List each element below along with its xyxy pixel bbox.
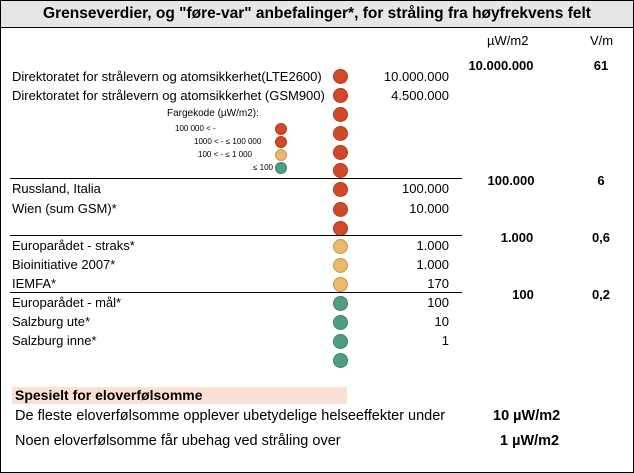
status-dot — [333, 163, 348, 178]
row-name: Russland, Italia — [12, 181, 101, 196]
legend-label: 100 000 < - — [175, 124, 216, 133]
legend-dot — [275, 123, 287, 135]
status-dot — [333, 221, 348, 236]
row-value: 100 — [427, 295, 449, 310]
legend-dot — [275, 162, 287, 174]
legend-dot — [275, 136, 287, 148]
row-name: Europarådet - mål* — [12, 295, 122, 310]
special-value: 10 µW/m2 — [493, 408, 561, 424]
row-name: Europarådet - straks* — [12, 238, 135, 253]
page-title: Grenseverdier, og "føre-var" anbefalinger*, for stråling fra høyfrekvens felt — [1, 1, 633, 28]
row-value: 1 — [441, 333, 449, 348]
row-name: Wien (sum GSM)* — [12, 201, 117, 216]
row-value: 10.000 — [409, 201, 449, 216]
level-uw: 100 — [512, 287, 534, 302]
level-vm: 0,6 — [591, 230, 611, 245]
legend-label: 1000 < - ≤ 100 000 — [194, 137, 262, 146]
status-dot — [333, 126, 348, 141]
row-value: 10.000.000 — [383, 69, 449, 84]
legend-title: Fargekode (µW/m2): — [167, 108, 259, 119]
status-dot — [333, 202, 348, 217]
row-value: 170 — [427, 276, 449, 291]
legend-label: ≤ 100 — [253, 163, 273, 172]
divider — [10, 178, 462, 179]
status-dot — [333, 353, 348, 368]
row-value: 1.000 — [416, 238, 449, 253]
status-dot — [333, 334, 348, 349]
level-uw: 1.000 — [500, 230, 534, 245]
row-name: Direktoratet for strålevern og atomsikkerhet(LTE2600) — [12, 69, 322, 84]
header-vm: V/m — [590, 33, 614, 48]
legend-dot — [275, 149, 287, 161]
special-title: Spesielt for eloverfølsomme — [15, 387, 203, 403]
status-dot — [333, 296, 348, 311]
status-dot — [333, 315, 348, 330]
level-vm: 61 — [593, 58, 609, 73]
special-value: 1 µW/m2 — [500, 433, 560, 449]
legend-label: 100 < - ≤ 1 000 — [198, 150, 252, 159]
status-dot — [333, 107, 348, 122]
row-name: IEMFA* — [12, 276, 57, 291]
status-dot — [333, 258, 348, 273]
divider — [10, 292, 462, 293]
header-uw: µW/m2 — [487, 33, 529, 48]
status-dot — [333, 145, 348, 160]
status-dot — [333, 239, 348, 254]
row-value: 1.000 — [416, 257, 449, 272]
status-dot — [333, 69, 348, 84]
row-name: Bioinitiative 2007* — [12, 257, 116, 272]
row-name: Direktoratet for strålevern og atomsikkerhet (GSM900) — [12, 88, 325, 103]
row-value: 10 — [434, 314, 449, 329]
level-vm: 6 — [597, 173, 605, 188]
level-uw: 100.000 — [487, 173, 535, 188]
level-vm: 0,2 — [591, 287, 611, 302]
status-dot — [333, 277, 348, 292]
status-dot — [333, 88, 348, 103]
row-value: 100.000 — [402, 181, 449, 196]
level-uw: 10.000.000 — [468, 58, 534, 73]
divider — [10, 235, 462, 236]
special-line: De fleste eloverfølsomme opplever ubetydelige helseeffekter under — [15, 408, 446, 424]
row-name: Salzburg ute* — [12, 314, 91, 329]
status-dot — [333, 182, 348, 197]
special-line: Noen eloverfølsomme får ubehag ved stråling over — [15, 433, 341, 449]
row-value: 4.500.000 — [391, 88, 449, 103]
row-name: Salzburg inne* — [12, 333, 97, 348]
